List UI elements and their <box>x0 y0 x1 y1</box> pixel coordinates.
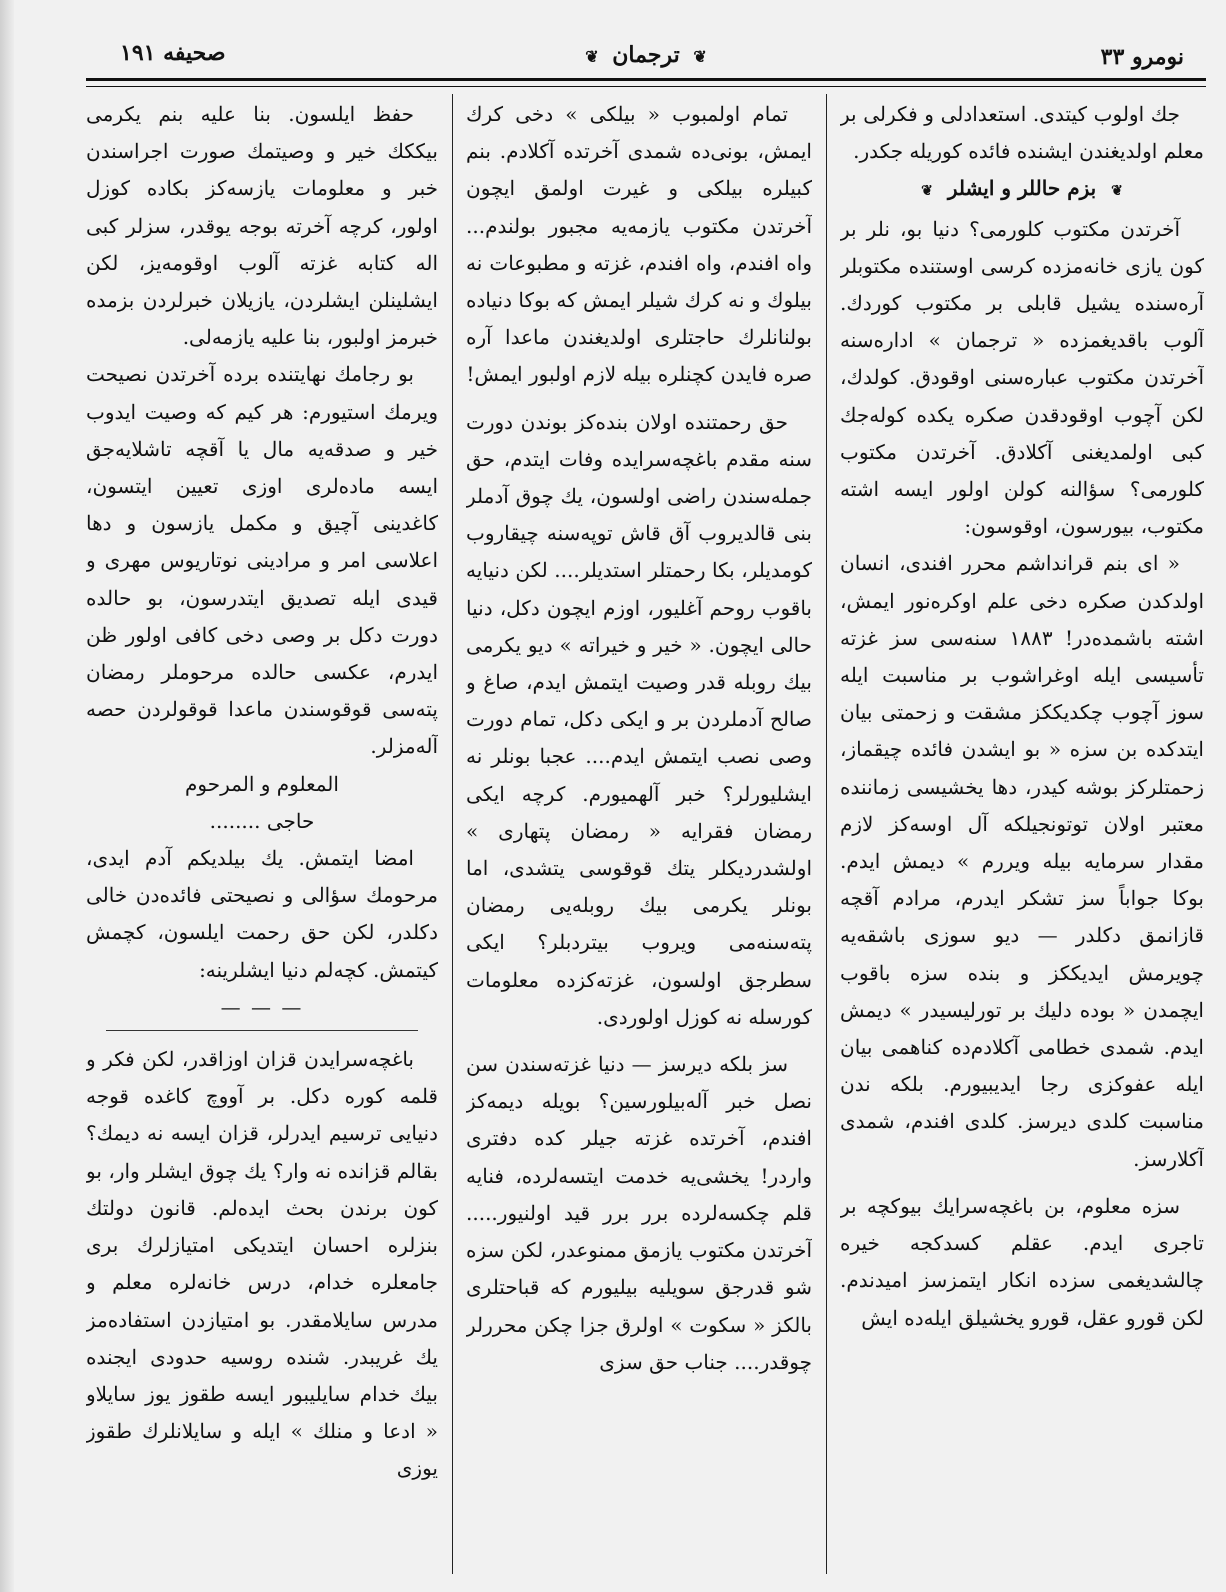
article-paragraph: تمام اولمبوب « بيلكى » دخى كرك ايمش، بونى‌ده شمدى آخرتده آكلادم. بنم كبيلره بيلكى و غيرت اولمق ايچون آخرتدن مكتوب يازمه‌يه مجبور بولندم... واه افندم، واه افندم، غزته و مطبوعات نه بيلوك و نه كرك شيلر ايمش كه بوكا دنياده بولنانلرك حاجتلرى اولديغندن ماعدا آره صره فايدن كچنلره بيله لازم اولبور ايمش! <box>466 102 812 387</box>
ornament-icon: ❦ <box>921 183 933 200</box>
article-paragraph: حق رحمتنده اولان بنده‌كز بوندن دورت سنه مقدم باغچه‌سرايده وفات ايتدم، حق جمله‌سندن راضى اولسون، يك چوق آدملر بنى قالديروب آق قاش توپه‌سنه چيقاروب كومديلر، بكا رحمتلر استديلر.... لكن دنيايه باقوب روحم آغليور، اوزم ايچون دكل، دنيا حالى ايچون. « خير و خيراته » ديو يكرمى بيك روبله قدر وصيت ايتمش ايدم، صاغ و صالح آدملردن بر و ايكى دكل، تمام دورت وصى نصب ايتمش ايدم.... عجبا بونلر نه ايشليورلر؟ خبر آلهميورم. كرچه ايكى رمضان فقرايه « رمضان پتهارى » اولشدرديكلر يتك قوقوسى يتشدى، اما بونلر يكرمى بيك روبله‌يى رمضان پته‌سنه‌مى ويروب بيتردبلر؟ ايكى سطرجق اولسون، غزته‌كزده معلومات كورسله نه كوزل اولوردى. <box>466 409 812 1029</box>
separator-line <box>106 1030 418 1031</box>
ornament-icon: ❦ <box>585 47 599 66</box>
issue-number-label: نومرو ۳۳ <box>1100 44 1184 70</box>
article-paragraph: سزه معلوم، بن باغچه‌سرايك بيوكچه بر تاجرى ايدم. عقلم كسدكجه خيره چالشديغمى سزده انكار ايتمزسز اميدندم. لكن قورو عقل، قورو يخشيلق ايله‌ده ايش <box>840 1193 1204 1330</box>
ornament-icon: ❦ <box>693 47 707 66</box>
article-paragraph: امضا ايتمش. يك بيلديكم آدم ايدى، مرحومك سؤالى و نصيحتى فائده‌دن خالى دكلدر، لكن حق رحمت ايلسون، كچمش كيتمش. كچه‌لم دنيا ايشلرينه: <box>86 846 438 982</box>
article-paragraph: بو رجامك نهايتنده برده آخرتدن نصيحت ويرمك استيورم: هر كيم كه وصيت ايدوب خير و صدقه‌يه مال يا آقچه تاشلايه‌جق ايسه ماده‌لرى اوزى تعيين ايتسون، كاغدينى آچيق و مكمل يازسون و دها اعلاسى امر و مرادينى نوتاريوس مهرى و قيدى ايله تصديق ايتدرسون، بو حالده دورت دكل بر وصى دخى كافى اولور ظن ايدرم، عكسى حالده مرحوملر رمضان پته‌سى قوقوسندن ماعدا قوقولردن حصه آله‌مزلر. <box>86 362 438 759</box>
letter-signature-name: حاجى ........ <box>209 808 315 833</box>
header-rule-thick <box>86 78 1206 81</box>
article-paragraph: سز بلكه ديرسز — دنيا غزته‌سندن سن نصل خبر آله‌بيلورسين؟ بويله ديمه‌كز افندم، آخرتده غزته جيلر كده دفترى واردر! يخشى‌يه خدمت ايتسه‌لرده، فنايه قلم چكسه‌لرده برر برر قيد اولنيور..... آخرتدن مكتوب يازمق ممنوعدر، لكن سزه شو قدرجق سويليه بيليورم كه قباحتلرى بالكز « سكوت » اولرق جزا چكن محررلر چوقدر.... جناب حق سزى <box>466 1052 812 1374</box>
column-divider-left <box>452 94 453 1574</box>
section-subtitle-text: بزم حاللر و ايشلر <box>947 176 1097 201</box>
ornament-icon: ❦ <box>1111 183 1123 200</box>
masthead-title-text: ترجمان <box>612 42 680 68</box>
article-paragraph: جك اولوب كيتدى. استعدادلى و فكرلى بر معلم اولديغندن ايشنده فائده كوريله جكدر. <box>840 102 1204 164</box>
page-number-label: ۱۹۱ صحیفه <box>120 40 226 66</box>
page-edge-shadow <box>0 0 14 1592</box>
section-separator: — — — <box>220 994 304 1019</box>
article-paragraph: آخرتدن مكتوب كلورمى؟ دنيا بو، نلر بر كون يازى خانه‌مزده كرسى اوستنده مكتوبلر آره‌سنده يشيل قابلى بر مكتوب كوردك. آلوب باقديغمزده « ترجمان » اداره‌سنه آخرتدن مكتوب عباره‌سنى اوقودق. كولدك، لكن آچوب اوقودقدن صكره يكده كوله‌جك كبى اولمديغنى آكلادق. آخرتدن مكتوب كلورمى؟ سؤالنه كولن اولور ايسه اشته مكتوب، بيورسون، اوقوسون: <box>840 216 1204 539</box>
column-divider-right <box>826 94 827 1574</box>
article-paragraph: « اى بنم قرانداشم محرر افندى، انسان اولدكدن صكره دخى علم اوكره‌نور ايمش، اشته باشمده‌در! ۱۸۸۳ سنه‌سى سز غزته تأسيسى ايله اوغراشوب بر مناسبت ايله سوز آچوب چكديككز مشقت و زحمتى بيان ايتدكده بن سزه « بو ايشدن فائده چيقماز، زحمتلركز بوشه كيدر، دها يخشيسى زماننده معتبر اولان توتونجيلكه آل اوسه‌كز لازم مقدار سرمايه بيله ويررم » ديمش ايدم. بوكا جواباً سز تشكر ايدرم، مرادم آقچه قازانمق دكلدر — ديو سوزى باشقه‌يه چويرمش ايديككز و بنده سزه باقوب ايچمدن « بوده دليك بر تورليسيدر » ديمش ايدم. شمدى خطامى آكلادم‌ده كناهمى بيان ايله عفوكزى رجا ايديبيورم. بلكه ندن مناسبت كلدى ديرسز. كلدى افندم، شمدى آكلارسز. <box>840 551 1204 1171</box>
column-right <box>840 96 1204 1576</box>
header-rule-thin <box>86 86 1206 87</box>
masthead-title <box>579 42 713 68</box>
letter-signature: المعلوم و المرحوم <box>185 771 339 796</box>
column-left <box>86 96 438 1576</box>
article-paragraph: باغچه‌سرايدن قزان اوزاقدر، لكن فكر و قلمه كوره دكل. بر آووچ كاغده قوجه دنيايى ترسيم ايدرلر، قزان ايسه نه ديمك؟ بقالم قزانده نه وار؟ يك چوق ايشلر وار، بو كون برندن بحث ايده‌لم. قانون دولتك بنزلره احسان ايتديكى امتيازلرك برى جامعلره خدام، درس خانه‌لره معلم و مدرس سايلامقدر. بو امتيازدن استفاده‌مز يك غريبدر. شنده روسيه حدودى ايجنده بيك خدام سايليبور ايسه طقوز يوز سايلاو « ادعا و منلك » ايله و سايلانلرك طقوز يوزى <box>86 1047 438 1481</box>
section-subtitle <box>840 170 1204 210</box>
column-middle <box>466 96 812 1576</box>
article-paragraph: حفظ ايلسون. بنا عليه بنم يكرمى بيككك خير و وصيتمك صورت اجراسندن خبر و معلومات يازسه‌كز بكاده كوزل اولور، كرچه آخرته بوجه يوقدر، سزلر كبى اله كتابه غزته آلوب اوقومه‌يز، لكن ايشلينلن ايشلردن، يازيلان خبرلردن بزمده خبرمز اولبور، بنا عليه يازمه‌لى. <box>86 102 438 350</box>
